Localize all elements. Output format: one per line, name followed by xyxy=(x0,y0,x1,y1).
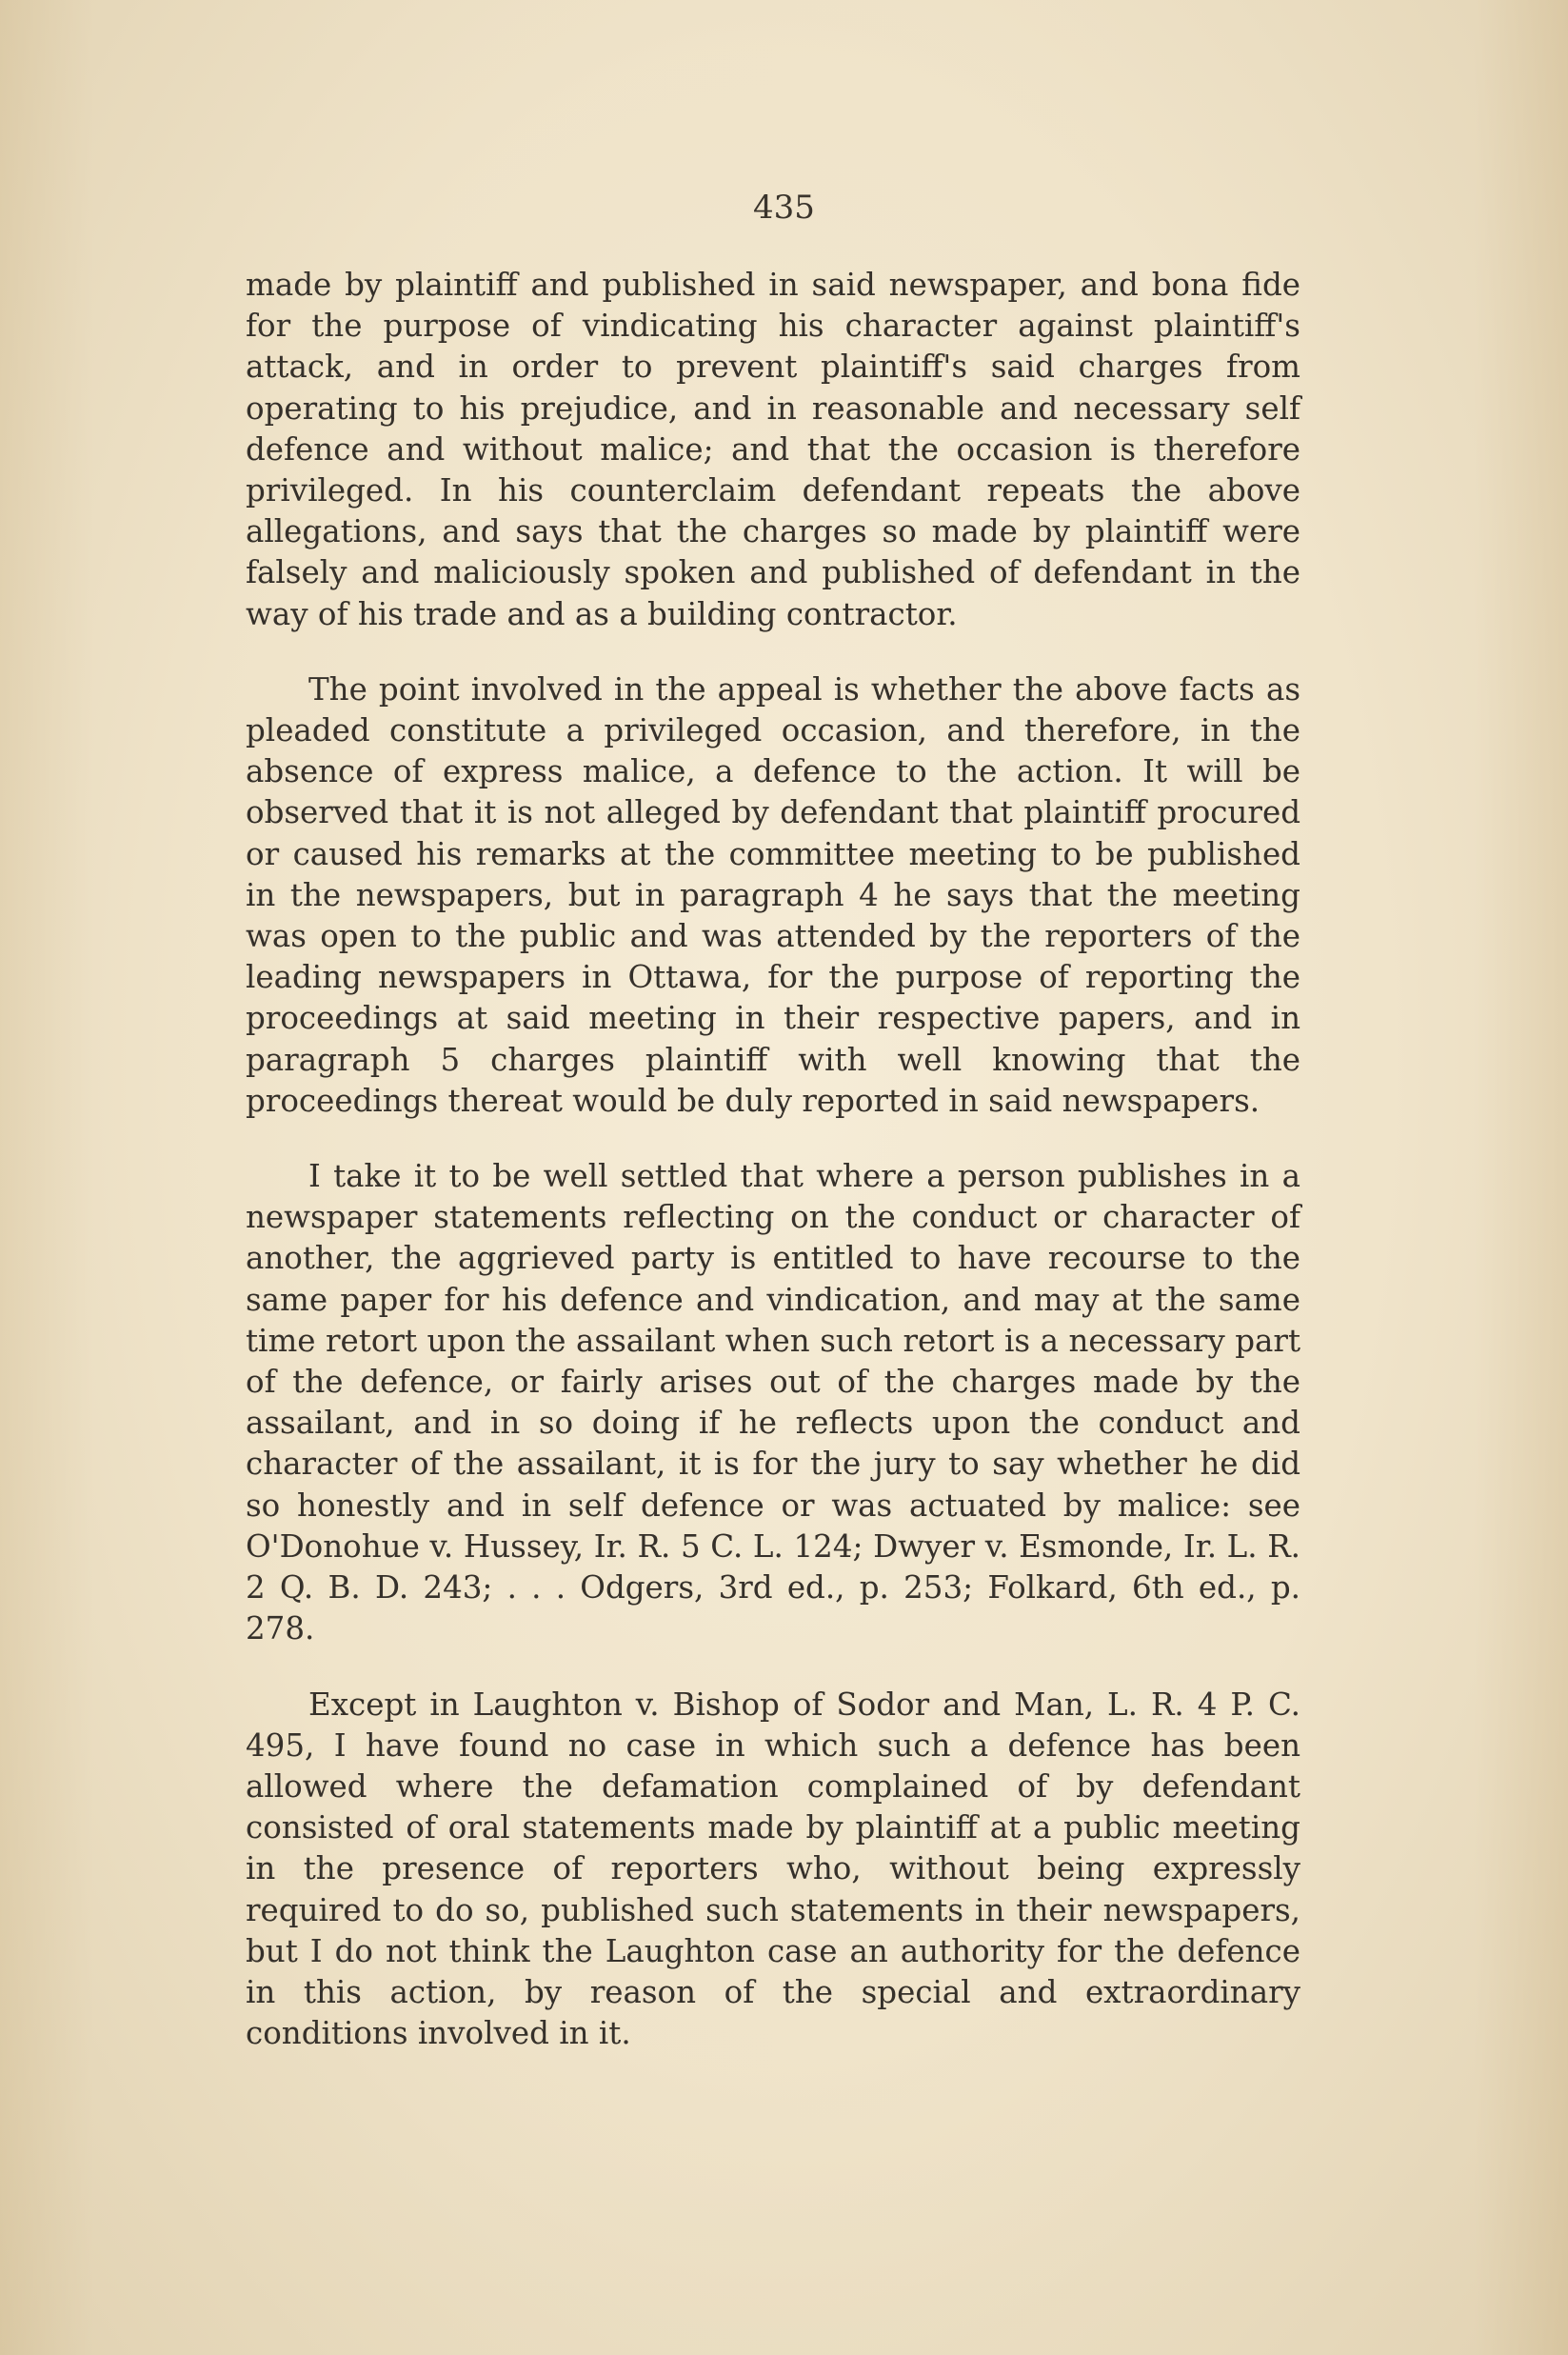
body-text xyxy=(246,265,1300,2054)
paragraph-2: The point involved in the appeal is whether the above facts as pleaded constitute a privileged occasion, and therefore, in the absence of express malice, a defence to the action. It will be observed that it is not alleged by defendant that plaintiff procured or caused his remarks at the committee meeting to be published in the newspapers, but in paragraph 4 he says that the meeting was open to the public and was attended by the reporters of the leading newspapers in Ottawa, for the purpose of reporting the proceedings at said meeting in their respective papers, and in paragraph 5 charges plaintiff with well knowing that the proceedings thereat would be duly reported in said newspapers. xyxy=(246,670,1300,1119)
paragraph-3: I take it to be well settled that where a person publishes in a newspaper statements reflecting on the conduct or character of another, the aggrieved party is entitled to have recourse to the same paper for his defence and vindication, and may at the same time retort upon the assailant when such retort is a necessary part of the defence, or fairly arises out of the charges made by the assailant, and in so doing if he reflects upon the conduct and character of the assailant, it is for the jury to say whether he did so honestly and in self defence or was actuated by malice: see O'Donohue v. Hussey, Ir. R. 5 C. L. 124; Dwyer v. Esmonde, Ir. L. R. 2 Q. B. D. 243; . . . Odgers, 3rd ed., p. 253; Folkard, 6th ed., p. 278. xyxy=(246,1158,1300,1647)
page-number: 435 xyxy=(753,189,815,227)
paragraph-1: made by plaintiff and published in said newspaper, and bona fide for the purpose of vindicating his character against plaintiff's attack, and in order to prevent plaintiff's said charges from operating to his prejudice, and in reasonable and necessary self defence and without malice; and that the occasion is therefore privileged. In his counterclaim defendant repeats the above allegations, and says that the charges so made by plaintiff were falsely and maliciously spoken and published of defendant in the way of his trade and as a building contractor. xyxy=(246,267,1300,632)
paragraph-4: Except in Laughton v. Bishop of Sodor and Man, L. R. 4 P. C. 495, I have found no case in which such a defence has been allowed where the defamation complained of by defendant consisted of oral statements made by plaintiff at a public meeting in the presence of reporters who, without being expressly required to do so, published such statements in their newspapers, but I do not think the Laughton case an authority for the defence in this action, by reason of the special and extraordinary conditions involved in it. xyxy=(246,1686,1300,2052)
